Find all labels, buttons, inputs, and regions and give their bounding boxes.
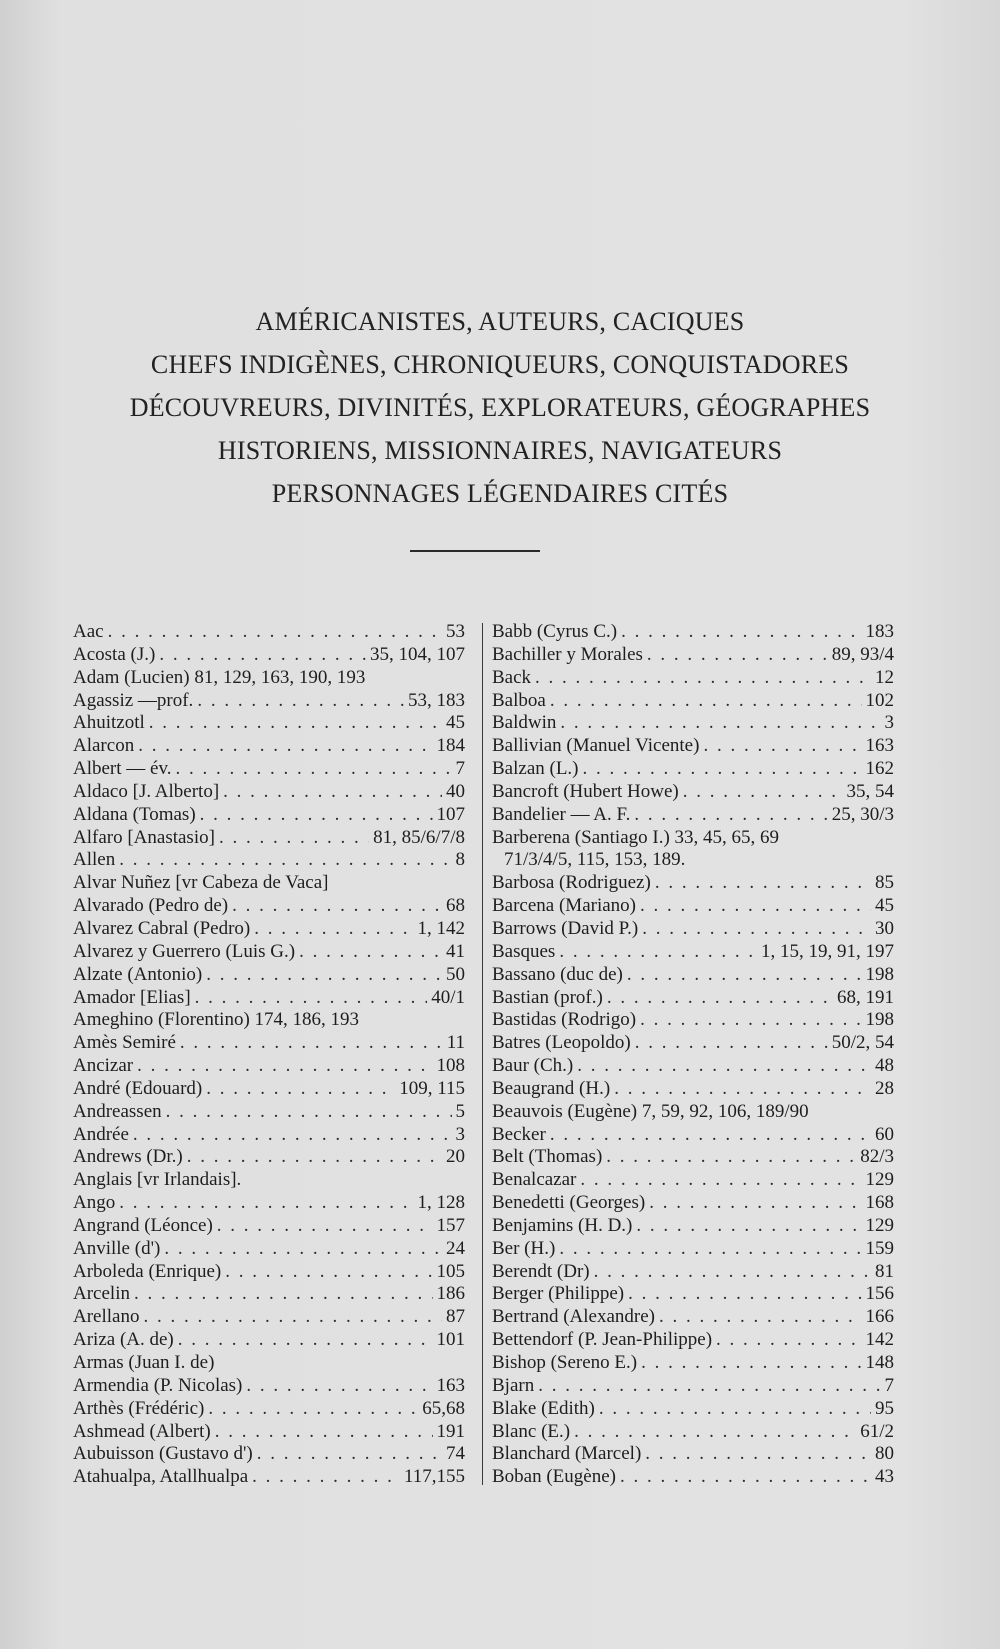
entry-name: Amador [Elias] xyxy=(73,986,191,1008)
entry-pages: 3 xyxy=(884,712,894,734)
entry-pages: 11 xyxy=(446,1032,465,1054)
index-entry xyxy=(492,964,894,987)
index-entry xyxy=(73,712,465,735)
index-entry xyxy=(73,1169,465,1192)
entry-name: Balzan (L.) xyxy=(492,758,579,780)
dot-leader xyxy=(219,827,369,850)
dot-leader xyxy=(137,1055,432,1078)
heading-line-2: CHEFS INDIGÈNES, CHRONIQUEURS, CONQUISTADORES xyxy=(150,350,850,379)
entry-pages: 48 xyxy=(875,1055,894,1077)
index-entry xyxy=(73,1466,465,1489)
entry-name: Boban (Eugène) xyxy=(492,1466,616,1488)
index-entry xyxy=(492,1238,894,1261)
entry-pages: 24 xyxy=(446,1237,465,1259)
dot-leader xyxy=(133,1124,452,1147)
index-entry xyxy=(73,1306,465,1329)
dot-leader xyxy=(628,1283,861,1306)
dot-leader xyxy=(159,644,366,667)
dot-leader xyxy=(649,1192,861,1215)
dot-leader xyxy=(108,621,442,644)
entry-pages: 159 xyxy=(865,1237,894,1259)
dot-leader xyxy=(535,667,871,690)
dot-leader xyxy=(119,1192,413,1215)
entry-name: Arboleda (Enrique) xyxy=(73,1260,222,1282)
dot-leader xyxy=(716,1329,861,1352)
entry-name: Bancroft (Hubert Howe) xyxy=(492,780,679,802)
index-entry xyxy=(73,1101,465,1124)
index-entry xyxy=(73,918,465,941)
index-entry xyxy=(492,827,894,850)
entry-pages: 60 xyxy=(875,1123,894,1145)
entry-name: Amès Semiré xyxy=(73,1032,176,1054)
entry-pages: 156 xyxy=(865,1283,894,1305)
dot-leader xyxy=(560,712,880,735)
index-entry xyxy=(492,918,894,941)
entry-pages: 148 xyxy=(865,1352,894,1373)
entry-pages: 41 xyxy=(446,940,465,962)
index-entry xyxy=(492,644,894,667)
entry-name: Basques xyxy=(492,940,556,962)
dot-leader xyxy=(606,1146,856,1169)
index-entry xyxy=(492,1283,894,1306)
entry-pages: 43 xyxy=(875,1466,894,1488)
index-entry xyxy=(492,895,894,918)
dot-leader xyxy=(559,941,757,964)
index-entry xyxy=(73,781,465,804)
entry-name: Ariza (A. de) xyxy=(73,1329,174,1351)
entry-name: Benedetti (Georges) xyxy=(492,1192,646,1214)
entry-name: Benalcazar xyxy=(492,1169,577,1191)
entry-pages: 117,155 xyxy=(403,1466,465,1488)
dot-leader xyxy=(641,1352,861,1375)
index-entry xyxy=(492,1055,894,1078)
dot-leader xyxy=(138,735,432,758)
entry-name: Blake (Edith) xyxy=(492,1397,595,1419)
dot-leader xyxy=(594,1261,871,1284)
dot-leader xyxy=(217,1215,433,1238)
entry-name: Andreassen xyxy=(73,1100,162,1122)
dot-leader xyxy=(703,735,861,758)
index-entry xyxy=(492,872,894,895)
index-entry xyxy=(492,758,894,781)
dot-leader xyxy=(627,964,862,987)
entry-name: Alfaro [Anastasio] xyxy=(73,826,215,848)
index-entry xyxy=(73,690,465,713)
index-entry xyxy=(73,735,465,758)
entry-pages: 1, 142 xyxy=(417,917,465,939)
index-column-left xyxy=(73,621,465,1489)
entry-pages: 7 xyxy=(455,758,465,780)
entry-name: Arcelin xyxy=(73,1283,130,1305)
entry-name: Aldana (Tomas) xyxy=(73,803,196,825)
dot-leader xyxy=(232,895,442,918)
entry-name: Atahualpa, Atallhualpa xyxy=(73,1466,249,1488)
dot-leader xyxy=(577,1055,871,1078)
entry-pages: 191 xyxy=(436,1420,465,1442)
entry-pages: 40 xyxy=(446,780,465,802)
entry-name: Acosta (J.) xyxy=(73,643,156,665)
index-entry xyxy=(492,1421,894,1444)
dot-leader xyxy=(599,1398,871,1421)
dot-leader xyxy=(550,690,862,713)
dot-leader xyxy=(246,1375,432,1398)
entry-name: Alvarez Cabral (Pedro) xyxy=(73,917,251,939)
entry-name: Bandelier — A. F. xyxy=(492,803,631,825)
entry-name: Batres (Leopoldo) xyxy=(492,1032,631,1054)
index-entry xyxy=(492,690,894,713)
dot-leader xyxy=(614,1078,871,1101)
index-entry xyxy=(492,1169,894,1192)
entry-name: Baur (Ch.) xyxy=(492,1055,574,1077)
dot-leader xyxy=(215,1421,433,1444)
entry-pages: 25, 30/3 xyxy=(831,803,894,825)
index-entry xyxy=(73,804,465,827)
index-entry xyxy=(73,895,465,918)
dot-leader xyxy=(550,1124,871,1147)
index-entry xyxy=(73,1215,465,1238)
entry-name: Bertrand (Alexandre) xyxy=(492,1306,656,1328)
entry-name: Blanchard (Marcel) xyxy=(492,1443,642,1465)
dot-leader xyxy=(583,758,862,781)
entry-pages: 40/1 xyxy=(431,986,465,1008)
heading-rule xyxy=(410,550,540,552)
index-entry xyxy=(492,1329,894,1352)
entry-name: Bachiller y Morales xyxy=(492,643,643,665)
index-entry xyxy=(73,1443,465,1466)
dot-leader xyxy=(223,781,442,804)
entry-name: Barberena (Santiago I.) 33, 45, 65, 69 xyxy=(492,826,780,848)
entry-name: Baldwin xyxy=(492,712,557,734)
index-entry xyxy=(492,735,894,758)
entry-name: Andrée xyxy=(73,1123,129,1145)
dot-leader xyxy=(659,1306,861,1329)
entry-pages: 85 xyxy=(875,872,894,894)
entry-name: Aubuisson (Gustavo d') xyxy=(73,1443,253,1465)
entry-pages: 35, 104, 107 xyxy=(370,643,465,665)
index-entry xyxy=(73,1238,465,1261)
entry-name: Alzate (Antonio) xyxy=(73,963,203,985)
entry-name: Armas (Juan I. de) xyxy=(73,1352,215,1373)
entry-pages: 45 xyxy=(446,712,465,734)
entry-name: Berger (Philippe) xyxy=(492,1283,625,1305)
entry-pages: 105 xyxy=(436,1260,465,1282)
entry-pages: 74 xyxy=(446,1443,465,1465)
entry-name: Aldaco [J. Alberto] xyxy=(73,780,220,802)
entry-pages: 129 xyxy=(865,1214,894,1236)
dot-leader xyxy=(252,1466,400,1489)
dot-leader xyxy=(635,1032,828,1055)
index-entry xyxy=(73,827,465,850)
entry-name: Barbosa (Rodriguez) xyxy=(492,872,651,894)
entry-name: Bastian (prof.) xyxy=(492,986,603,1008)
heading-line-4: HISTORIENS, MISSIONNAIRES, NAVIGATEURS xyxy=(217,436,783,465)
entry-pages: 30 xyxy=(875,917,894,939)
entry-pages: 82/3 xyxy=(860,1146,894,1168)
dot-leader xyxy=(580,1169,861,1192)
index-entry xyxy=(492,1215,894,1238)
index-entry xyxy=(73,1398,465,1421)
index-heading xyxy=(0,300,1000,515)
dot-leader xyxy=(655,872,871,895)
entry-pages: 1, 128 xyxy=(417,1192,465,1214)
entry-name: Becker xyxy=(492,1123,546,1145)
entry-pages: 45 xyxy=(875,895,894,917)
index-entry xyxy=(492,804,894,827)
entry-pages: 61/2 xyxy=(860,1420,894,1442)
entry-pages: 89, 93/4 xyxy=(831,643,894,665)
entry-pages: 87 xyxy=(446,1306,465,1328)
entry-name: Ber (H.) xyxy=(492,1237,556,1259)
entry-name: Bjarn xyxy=(492,1374,535,1396)
dot-leader xyxy=(257,1443,442,1466)
index-entry xyxy=(73,621,465,644)
dot-leader xyxy=(299,941,442,964)
entry-name: Beaugrand (H.) xyxy=(492,1077,611,1099)
index-entry xyxy=(73,964,465,987)
entry-pages: 35, 54 xyxy=(846,780,894,802)
entry-pages: 3 xyxy=(455,1123,465,1145)
dot-leader xyxy=(200,804,433,827)
entry-name: Balboa xyxy=(492,689,546,711)
index-entry xyxy=(73,941,465,964)
entry-pages: 81, 85/6/7/8 xyxy=(373,826,465,848)
column-divider xyxy=(482,623,483,1485)
index-entry xyxy=(492,1375,894,1398)
index-entry xyxy=(73,1032,465,1055)
dot-leader xyxy=(683,781,843,804)
dot-leader xyxy=(206,1078,395,1101)
entry-pages: 107 xyxy=(436,803,465,825)
dot-leader xyxy=(621,621,861,644)
entry-pages: 68, 191 xyxy=(837,986,894,1008)
entry-pages: 198 xyxy=(865,963,894,985)
entry-pages: 12 xyxy=(875,666,894,688)
entry-pages: 80 xyxy=(875,1443,894,1465)
entry-name: Alvarado (Pedro de) xyxy=(73,895,229,917)
entry-pages: 183 xyxy=(865,621,894,642)
entry-pages: 53 xyxy=(446,621,465,642)
entry-name: Bassano (duc de) xyxy=(492,963,623,985)
entry-pages: 166 xyxy=(865,1306,894,1328)
entry-name: Babb (Cyrus C.) xyxy=(492,621,618,642)
entry-pages: 5 xyxy=(455,1100,465,1122)
dot-leader xyxy=(149,712,442,735)
dot-leader xyxy=(225,1261,432,1284)
entry-name: Alarcon xyxy=(73,735,135,757)
entry-pages: 7 xyxy=(884,1374,894,1396)
entry-pages: 53, 183 xyxy=(408,689,465,711)
entry-name: Ameghino (Florentino) 174, 186, 193 xyxy=(73,1009,360,1031)
index-entry xyxy=(492,621,894,644)
index-entry xyxy=(492,1146,894,1169)
entry-pages: 68 xyxy=(446,895,465,917)
entry-name: Adam (Lucien) 81, 129, 163, 190, 193 xyxy=(73,666,366,688)
index-entry-continuation: 71/3/4/5, 115, 153, 189. xyxy=(504,849,686,871)
index-entry xyxy=(492,1466,894,1489)
dot-leader xyxy=(119,849,451,872)
entry-pages: 28 xyxy=(875,1077,894,1099)
entry-pages: 108 xyxy=(436,1055,465,1077)
index-entry xyxy=(73,1192,465,1215)
dot-leader xyxy=(187,1146,442,1169)
entry-name: Berendt (Dr) xyxy=(492,1260,590,1282)
heading-line-5: PERSONNAGES LÉGENDAIRES CITÉS xyxy=(271,479,729,508)
entry-name: Bettendorf (P. Jean-Philippe) xyxy=(492,1329,713,1351)
index-entry xyxy=(492,1261,894,1284)
entry-pages: 1, 15, 19, 91, 197 xyxy=(761,940,894,962)
index-entry xyxy=(73,1375,465,1398)
entry-name: Anville (d') xyxy=(73,1237,161,1259)
dot-leader xyxy=(206,964,442,987)
entry-pages: 65,68 xyxy=(422,1397,465,1419)
entry-name: Anglais [vr Irlandais]. xyxy=(73,1169,242,1191)
index-entry xyxy=(492,1352,894,1375)
index-entry xyxy=(492,1124,894,1147)
index-entry xyxy=(492,1101,894,1124)
entry-pages: 50/2, 54 xyxy=(831,1032,894,1054)
entry-name: Agassiz —prof. xyxy=(73,689,194,711)
entry-name: Albert — év. xyxy=(73,758,172,780)
dot-leader xyxy=(574,1421,856,1444)
dot-leader xyxy=(647,644,828,667)
index-column-right xyxy=(492,621,894,1489)
entry-name: Armendia (P. Nicolas) xyxy=(73,1374,243,1396)
index-entry xyxy=(492,1078,894,1101)
dot-leader xyxy=(640,895,871,918)
entry-name: Alvarez y Guerrero (Luis G.) xyxy=(73,940,296,962)
entry-name: Bishop (Sereno E.) xyxy=(492,1352,638,1373)
entry-name: André (Edouard) xyxy=(73,1077,203,1099)
entry-pages: 142 xyxy=(865,1329,894,1351)
index-entry xyxy=(73,758,465,781)
index-entry xyxy=(73,1078,465,1101)
entry-name: Ancizar xyxy=(73,1055,134,1077)
dot-leader xyxy=(208,1398,418,1421)
entry-name: Barrows (David P.) xyxy=(492,917,639,939)
dot-leader xyxy=(166,1101,452,1124)
entry-name: Back xyxy=(492,666,532,688)
index-entry xyxy=(492,1192,894,1215)
dot-leader xyxy=(620,1466,871,1489)
index-entry xyxy=(492,1009,894,1032)
heading-line-3: DÉCOUVREURS, DIVINITÉS, EXPLORATEURS, GÉOGRAPHES xyxy=(129,393,871,422)
dot-leader xyxy=(607,987,833,1010)
dot-leader xyxy=(197,690,404,713)
entry-name: Benjamins (H. D.) xyxy=(492,1214,633,1236)
index-entry xyxy=(73,1283,465,1306)
heading-line-1: AMÉRICANISTES, AUTEURS, CACIQUES xyxy=(255,307,745,336)
entry-name: Allen xyxy=(73,849,116,871)
entry-name: Andrews (Dr.) xyxy=(73,1146,183,1168)
entry-name: Ballivian (Manuel Vicente) xyxy=(492,735,700,757)
entry-name: Angrand (Léonce) xyxy=(73,1214,213,1236)
index-entry xyxy=(73,1261,465,1284)
dot-leader xyxy=(645,1443,871,1466)
entry-name: Blanc (E.) xyxy=(492,1420,571,1442)
entry-name: Arthès (Frédéric) xyxy=(73,1397,205,1419)
index-entry xyxy=(73,872,465,895)
dot-leader xyxy=(178,1329,433,1352)
entry-pages: 198 xyxy=(865,1009,894,1031)
dot-leader xyxy=(642,918,871,941)
entry-pages: 8 xyxy=(455,849,465,871)
entry-pages: 109, 115 xyxy=(399,1077,465,1099)
entry-pages: 101 xyxy=(436,1329,465,1351)
index-entry xyxy=(73,667,465,690)
entry-pages: 20 xyxy=(446,1146,465,1168)
index-entry xyxy=(73,644,465,667)
dot-leader xyxy=(176,758,452,781)
index-entry xyxy=(492,1306,894,1329)
entry-pages: 81 xyxy=(875,1260,894,1282)
index-entry xyxy=(492,987,894,1010)
dot-leader xyxy=(254,918,413,941)
entry-pages: 168 xyxy=(865,1192,894,1214)
dot-leader xyxy=(143,1306,442,1329)
index-entry xyxy=(73,1352,465,1375)
entry-name: Beauvois (Eugène) 7, 59, 92, 106, 189/90 xyxy=(492,1100,809,1122)
dot-leader xyxy=(134,1283,433,1306)
index-entry xyxy=(73,1055,465,1078)
entry-pages: 50 xyxy=(446,963,465,985)
index-entry xyxy=(73,1009,465,1032)
entry-pages: 162 xyxy=(865,758,894,780)
dot-leader xyxy=(634,804,827,827)
dot-leader xyxy=(164,1238,442,1261)
entry-pages: 163 xyxy=(436,1374,465,1396)
index-entry xyxy=(492,667,894,690)
entry-name: Bastidas (Rodrigo) xyxy=(492,1009,637,1031)
index-entry xyxy=(492,1443,894,1466)
entry-pages: 157 xyxy=(436,1214,465,1236)
entry-pages: 95 xyxy=(875,1397,894,1419)
entry-name: Ango xyxy=(73,1192,116,1214)
entry-name: Arellano xyxy=(73,1306,140,1328)
index-entry xyxy=(73,849,465,872)
index-entry xyxy=(492,781,894,804)
index-entry xyxy=(492,1398,894,1421)
entry-name: Aac xyxy=(73,621,104,642)
entry-name: Alvar Nuñez [vr Cabeza de Vaca] xyxy=(73,872,329,894)
entry-pages: 163 xyxy=(865,735,894,757)
dot-leader xyxy=(640,1009,861,1032)
dot-leader xyxy=(559,1238,861,1261)
index-entry xyxy=(73,1124,465,1147)
dot-leader xyxy=(195,987,428,1010)
index-entry xyxy=(73,987,465,1010)
index-entry xyxy=(73,1421,465,1444)
index-entry xyxy=(492,1032,894,1055)
dot-leader xyxy=(180,1032,443,1055)
entry-pages: 186 xyxy=(436,1283,465,1305)
entry-pages: 102 xyxy=(865,689,894,711)
entry-pages: 129 xyxy=(865,1169,894,1191)
dot-leader xyxy=(636,1215,861,1238)
entry-pages: 184 xyxy=(436,735,465,757)
dot-leader xyxy=(538,1375,880,1398)
index-entry xyxy=(73,1329,465,1352)
index-entry xyxy=(492,712,894,735)
index-entry xyxy=(73,1146,465,1169)
index-entry xyxy=(492,941,894,964)
entry-name: Ashmead (Albert) xyxy=(73,1420,211,1442)
entry-name: Barcena (Mariano) xyxy=(492,895,637,917)
entry-name: Belt (Thomas) xyxy=(492,1146,603,1168)
entry-name: Ahuitzotl xyxy=(73,712,145,734)
